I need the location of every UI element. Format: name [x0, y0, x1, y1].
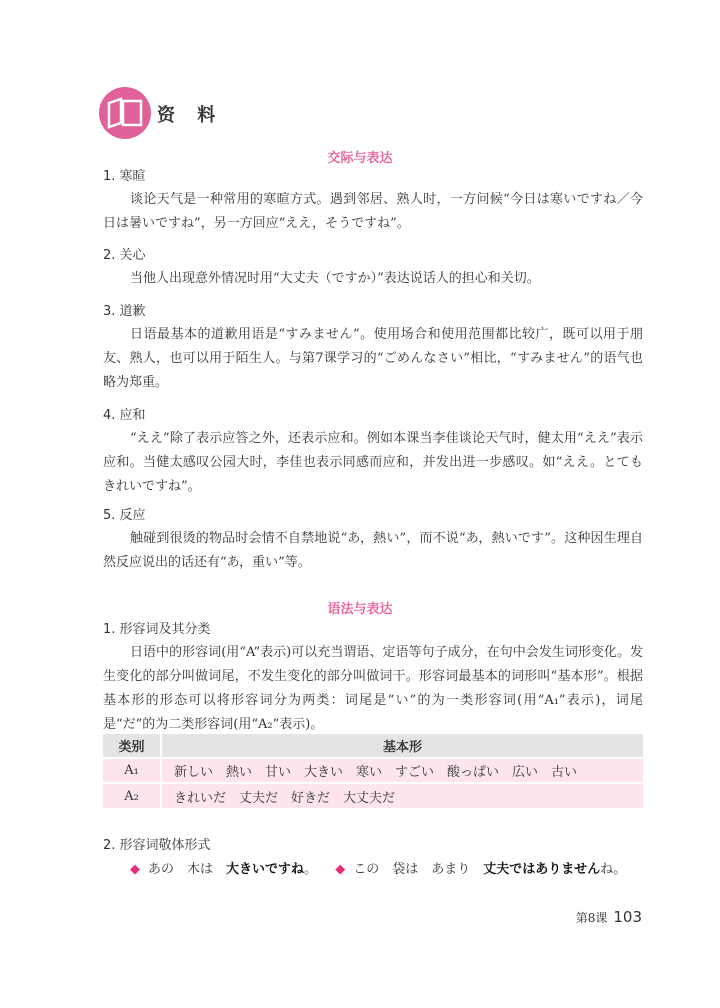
item-greeting [103, 166, 643, 236]
folder-book-icon [99, 87, 151, 139]
page-footer [576, 908, 642, 926]
item-agreement [103, 405, 643, 499]
adjective-table [103, 734, 643, 808]
diamond-bullet-icon: ◆ [130, 862, 140, 877]
item-heading: 4. 应和 [103, 408, 146, 423]
item-heading: 1. 形容词及其分类 [103, 622, 211, 637]
lesson-label: 第8课 [575, 911, 608, 925]
item-body: 日语中的形容词(用“A”表示)可以充当谓语、定语等句子成分，在句中会发生词形变化。发生变化的部分叫做词尾，不发生变化的部分叫做词干。形容词最基本的词形叫“基本形”。根据基本形的形态可以将形容词分为两类：词尾是“い”的为一类形容词(用“A₁”表示)，词尾是“だ”的为二类形容词(用“A₂”表示)。 [103, 645, 643, 732]
item-body: “ええ”除了表示应答之外，还表示应和。例如本课当李佳谈论天气时，健太用“ええ”表示应和。当健太感叹公园大时，李佳也表示同感而应和，并发出进一步感叹。如“ええ。とてもきれいですね”。 [103, 431, 643, 494]
item-heading: 1. 寒暄 [103, 169, 146, 184]
example-text: この 袋は あまり [353, 862, 484, 877]
diamond-bullet-icon: ◆ [335, 862, 346, 877]
table-header: 基本形 [161, 734, 643, 758]
item-reaction [103, 505, 643, 575]
item-adjectives [103, 619, 643, 737]
item-heading: 3. 道歉 [103, 304, 146, 319]
item-body: 触碰到很烫的物品时会情不自禁地说“あ，熱い”，而不说“あ，熱いです”。这种因生理自然反应说出的话还有“あ，重い”等。 [103, 531, 643, 570]
item-heading: 2. 形容词敬体形式 [103, 838, 211, 853]
table-cell: A₁ [103, 758, 161, 783]
item-concern [103, 245, 643, 291]
item-polite-form [103, 835, 643, 883]
item-apology [103, 301, 643, 395]
table-cell: A₂ [103, 783, 161, 808]
section-title: 交际与表达 [327, 151, 393, 166]
example-text: あの 木は [148, 862, 227, 877]
table-cell: きれいだ 丈夫だ 好きだ 大丈夫だ [161, 783, 643, 808]
table-header: 类别 [103, 734, 161, 758]
example-text: ね。 [600, 862, 627, 877]
example-text: 。 [304, 862, 318, 877]
examples [103, 857, 643, 883]
page-number: 103 [613, 908, 642, 926]
example-bold: 大きいですね [226, 862, 305, 877]
page-title: 资 料 [157, 105, 224, 126]
item-body: 日语最基本的道歉用语是“すみません”。使用场合和使用范围都比较广，既可以用于朋友、熟人，也可以用于陌生人。与第7课学习的“ごめんなさい”相比，“すみません”的语气也略为郑重。 [103, 327, 643, 390]
item-body: 当他人出现意外情况时用“大丈夫（ですか）”表达说话人的担心和关切。 [130, 271, 540, 286]
item-body: 谈论天气是一种常用的寒暄方式。遇到邻居、熟人时，一方问候“今日は寒いですね／今日は暑いですね”，另一方回应“ええ，そうですね”。 [103, 192, 643, 231]
item-heading: 2. 关心 [103, 248, 146, 263]
table-row [103, 783, 643, 808]
table-cell: 新しい 熱い 甘い 大きい 寒い すごい 酸っぱい 広い 古い [161, 758, 643, 783]
example-bold: 丈夫ではありません [483, 862, 601, 877]
item-heading: 5. 反应 [103, 508, 146, 523]
table-row [103, 758, 643, 783]
section-title: 语法与表达 [327, 602, 393, 617]
